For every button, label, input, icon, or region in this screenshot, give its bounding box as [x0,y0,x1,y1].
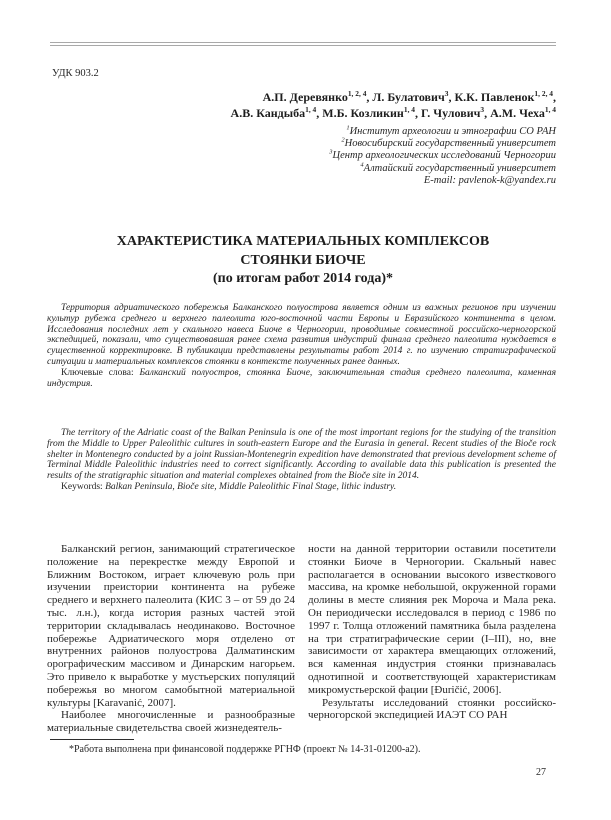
author-superscript: 1, 4 [403,104,415,114]
author-name: А.П. Деревянко [262,90,348,104]
keywords-label-en: Keywords: [61,481,103,492]
affiliation-line [329,163,556,175]
author-name: К.К. Павленок [454,90,535,104]
author-superscript: 1, 4 [544,104,556,114]
author-name: М.Б. Козликин [322,105,404,120]
authors-block [231,90,556,121]
abstract-en-text: The territory of the Adriatic coast of the Balkan Peninsula is one of the most important regions for the studying of the transition from the Middle to Upper Paleolithic cultures in south-eastern Europe and the Eurasia in general. Recent studies of the Bioče rock shelter in Montenegro conducted by a joint Russian-Montenegrin expedition have demonstrated that previous development scheme of Terminal Middle Paleolithic industries need to correct significantly. According to available data this publication is presented the results of the stratigraphic situation and material complexes obtained from the Bioče site in 2014. [47,428,556,482]
affiliation-superscript: 2 [341,136,345,144]
title-line: СТОЯНКИ БИОЧЕ [240,252,366,268]
keywords-ru: Балканский полуостров, стоянка Биоче, заключительная стадия среднего палеолита, каменная индустрия. [47,367,556,389]
author-superscript: 1, 4 [305,104,317,114]
footnote: *Работа выполнена при финансовой поддержке РГНФ (проект № 14-31-01200-а2). [69,744,421,755]
page-number: 27 [536,767,546,778]
udc-code: УДК 903.2 [52,68,99,79]
header-double-rule [50,42,556,46]
email-line: E-mail: pavlenok-k@yandex.ru [423,174,556,186]
affiliation-text: Алтайский государственный университет [363,162,556,174]
affiliations-block [329,126,556,187]
body-paragraph: Результаты исследований стоянки российско-черногорской экспедицией ИАЭТ СО РАН [308,696,556,722]
author-superscript: 1, 2, 4 [534,89,553,98]
author-name: Г. Чулович [421,105,481,120]
keywords-en: Balkan Peninsula, Bioče site, Middle Paleolithic Final Stage, lithic industry. [105,481,397,492]
authors-line: А.В. Кандыба$^{1, 4}$, М.Б. Козликин$^{1, 4}$, Г. Чулович$^3$, А.М. Чеха$^{1, 4}$ [230,104,556,120]
affiliation-superscript: 1 [346,124,350,132]
author-superscript: 1, 2, 4 [347,89,367,98]
affiliation-line [329,126,556,138]
body-paragraph: ности на данной территории оставили посетители стоянки Биоче в Черногории. Скальный навес располагается в основании высокого известкового массива, на кромке небольшой, окруженной горами долины в месте слияния рек Мороча и Мала река. Он периодически исследовался в период с 1986 по 1997 г. Толща отложений памятника была разделена на три стратиграфические серии (I–III), но, вне зависимости от характера вмещающих отложений, вся каменная индустрия стоянки признавалась однотипной и соответствующей характеристикам микромустьерской фации [Đuričić, 2006]. [308,543,556,696]
body-columns [47,543,556,735]
affiliation-superscript: 4 [360,161,364,169]
author-superscript: 3 [480,104,485,114]
keywords-label-ru: Ключевые слова: [61,367,134,378]
author-name: А.М. Чеха [490,105,545,120]
affiliation-text: Центр археологических исследований Черногории [332,150,556,162]
body-paragraph: Балканский регион, занимающий стратегическое положение на перекрестке между Европой и Ближним Востоком, играет ключевую роль при изучении преистории континента на рубеже среднего и верхнего палеолита (КИС 3 – от 59 до 24 тыс. л.н.), когда история разных частей этой территории складывалась неодинаково. Восточное побережье Адриатического моря отделено от внутренних районов полуострова Далматинским орографическим массивом и Динарским нагорьем. Это привело к выработке у мустьерских популяций побережья во многом самобытной материальной культуры [Karavanić, 2007]. [47,543,295,709]
affiliation-line [329,138,556,150]
article-title [50,233,556,289]
abstract-english [47,428,556,493]
affiliation-text: Институт археологии и этнографии СО РАН [349,126,556,137]
abstract-ru-text: Территория адриатического побережья Балканского полуострова является одним из важных регионов при изучении культур рубежа среднего и верхнего палеолита юго-восточной части Европы и Евразийского континента в целом. Исследования последних лет у скального навеса Биоче в Черногории, проводимые совместной российско-черногорской экспедицией, показали, что существовавшая ранее схема развития индустрий финала среднего палеолита нуждается в существенной корректировке. В публикации представлены результаты работ 2014 г. по изучению стратиграфической ситуации и материальных комплексов стоянки в контексте полученных ранее данных. [47,303,556,367]
title-line: ХАРАКТЕРИСТИКА МАТЕРИАЛЬНЫХ КОМПЛЕКСОВ [116,234,490,249]
title-line: (по итогам работ 2014 года)* [212,271,394,286]
affiliation-superscript: 3 [329,148,333,156]
authors-line: А.П. Деревянко$^{1, 2, 4}$, Л. Булатович$^3$, К.К. Павленок$^{1, 2, 4}$, [262,89,556,104]
abstract-ru-keywords [47,368,556,390]
abstract-russian [47,303,556,389]
body-column-right [308,543,556,735]
footnote-separator [50,739,134,740]
body-column-left [47,543,295,735]
abstract-en-keywords [47,482,556,493]
author-name: Л. Булатович [372,90,445,104]
body-paragraph: Наиболее многочисленные и разнообразные материальные свидетельства своей жизнедеятель- [47,709,295,735]
author-superscript: 3 [444,89,449,98]
affiliation-text: Новосибирский государственный университет [344,138,556,150]
author-name: А.В. Кандыба [230,105,306,120]
